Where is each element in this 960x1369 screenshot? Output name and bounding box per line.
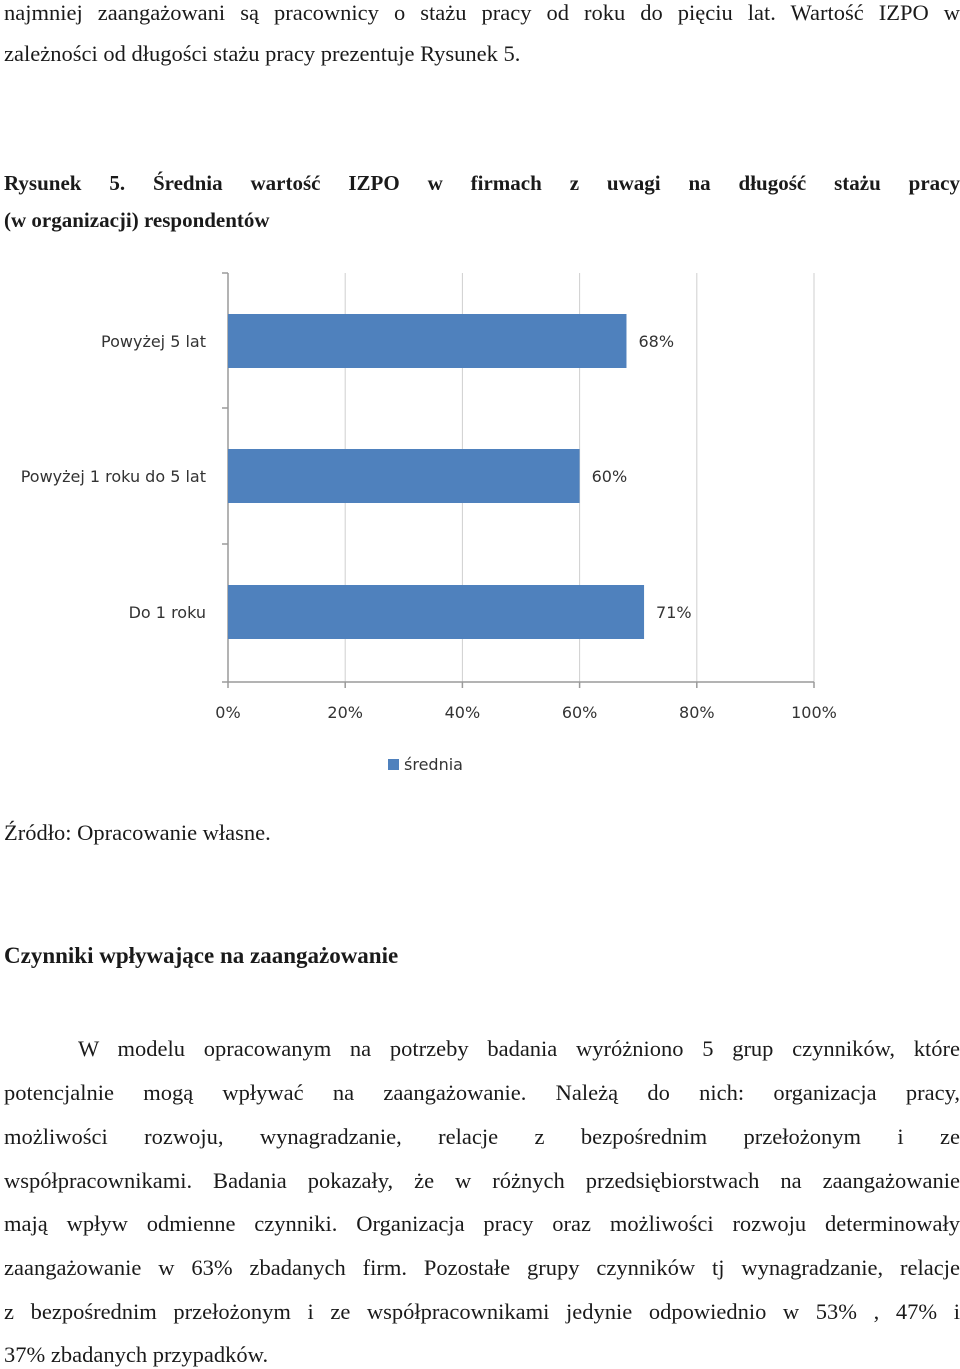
bar-0 [228,314,626,368]
body-line-4: współpracownikami. Badania pokazały, że w różnych przedsiębiorstwach na zaangażowanie [4,1168,960,1193]
bar-2 [228,585,644,639]
body-line-6: zaangażowanie w 63% zbadanych firm. Pozostałe grupy czynników tj wynagradzanie, relacje [4,1255,960,1280]
body-line-5: mają wpływ odmienne czynniki. Organizacja pracy oraz możliwości rozwoju determinowały [4,1211,960,1236]
body-line-8: 37% zbadanych przypadków. [4,1342,269,1367]
tick-label-100: 100% [791,703,837,722]
source-note: Źródło: Opracowanie własne. [4,820,271,845]
tick-label-80: 80% [679,703,715,722]
category-label-1: Powyżej 1 roku do 5 lat [20,467,206,486]
tick-label-40: 40% [444,703,481,722]
tick-label-0: 0% [215,703,241,722]
value-label-0: 68% [638,332,675,351]
tick-label-20: 20% [327,703,363,722]
bar-chart [0,255,960,785]
legend-swatch [388,759,399,770]
intro-line-1: najmniej zaangażowani są pracownicy o stażu pracy od roku do pięciu lat. Wartość IZPO w [4,0,960,25]
legend-label: średnia [404,755,463,774]
category-label-2: Do 1 roku [128,603,206,622]
intro-line-2: zależności od długości stażu pracy prezentuje Rysunek 5. [4,41,521,66]
tick-label-60: 60% [561,703,598,722]
figure-caption-line-1: Rysunek 5. Średnia wartość IZPO w firmach z uwagi na długość stażu pracy [4,171,960,195]
bar-1 [228,449,580,503]
value-label-2: 71% [656,603,692,622]
body-line-2: potencjalnie mogą wpływać na zaangażowanie. Należą do nich: organizacja pracy, [4,1080,960,1105]
value-label-1: 60% [591,467,628,486]
body-line-7: z bezpośrednim przełożonym i ze współpracownikami jedynie odpowiednio w 53% , 47% i [4,1299,960,1324]
category-label-0: Powyżej 5 lat [101,332,206,351]
body-line-1: W modelu opracowanym na potrzeby badania wyróżniono 5 grup czynników, które [78,1036,960,1061]
figure-caption-line-2: (w organizacji) respondentów [4,208,270,232]
body-line-3: możliwości rozwoju, wynagradzanie, relacje z bezpośrednim przełożonym i ze [4,1124,960,1149]
section-heading: Czynniki wpływające na zaangażowanie [4,943,399,968]
